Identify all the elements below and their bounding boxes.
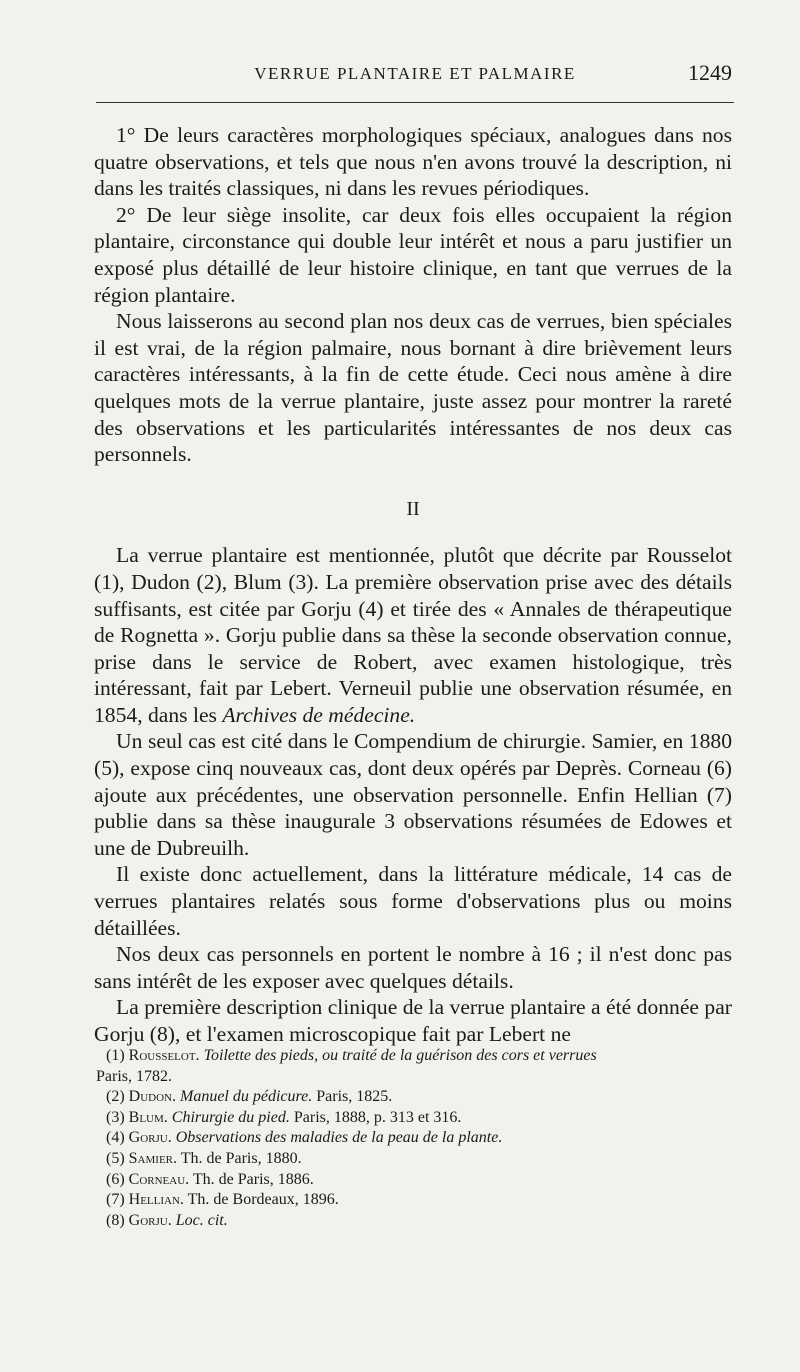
footnote-title: Observations des maladies de la peau de la plante.: [175, 1129, 503, 1147]
paragraph-7: Nos deux cas personnels en portent le nombre à 16 ; il n'est donc pas sans intérêt de les exposer avec quelques détails.: [94, 942, 732, 993]
footnote-author: Blum.: [128, 1108, 168, 1126]
footnote-details: Th. de Bordeaux, 1896.: [187, 1191, 339, 1209]
footnote-number: (3): [106, 1108, 125, 1126]
paragraph-3: Nous laisserons au second plan nos deux cas de verrues, bien spéciales il est vrai, de la région palmaire, nous bornant à dire brièvement leurs caractères intéressants, à la fin de cette étude. Ceci nous amène à dire quelques mots de la verrue plantaire, juste assez pour montrer la rareté des observations et les particularités intéressantes de nos deux cas personnels.: [94, 309, 732, 467]
footnote: [106, 1149, 742, 1170]
footnote: [106, 1128, 742, 1149]
journal-title: Archives de médecine.: [222, 702, 416, 727]
footnote-number: (8): [106, 1211, 125, 1229]
footnote-title: Loc. cit.: [175, 1211, 228, 1229]
footnote-author: Rousselot.: [128, 1047, 200, 1064]
body-text: [94, 122, 732, 1048]
footnote-details: Paris, 1888, p. 313 et 316.: [293, 1108, 462, 1126]
footnotes: [96, 1046, 742, 1231]
footnote: [106, 1087, 742, 1108]
footnote-number: (1): [106, 1047, 125, 1064]
footnote-author: Dudon.: [128, 1088, 176, 1106]
paragraph-2: 2° De leur siège insolite, car deux fois elles occupaient la région plantaire, circonstance qui double leur intérêt et nous a paru justifier un exposé plus détaillé de leur histoire clinique, en tant que verrues de la région plantaire.: [94, 202, 732, 307]
footnote-title: Manuel du pédicure.: [180, 1088, 313, 1106]
footnote-author: Corneau.: [128, 1170, 190, 1188]
footnote-author: Samier.: [128, 1149, 177, 1167]
footnote-number: (2): [106, 1088, 125, 1106]
footnote-author: Gorju.: [128, 1211, 172, 1229]
footnote: [106, 1108, 742, 1129]
footnote: [106, 1046, 742, 1067]
page-header: [96, 60, 734, 92]
footnote-number: (7): [106, 1191, 125, 1209]
footnote-number: (5): [106, 1149, 125, 1167]
running-title: VERRUE PLANTAIRE ET PALMAIRE: [254, 64, 576, 83]
paragraph-4: [94, 542, 732, 728]
footnote-author: Gorju.: [128, 1129, 172, 1147]
footnote: [106, 1170, 742, 1191]
footnote-author: Hellian.: [128, 1191, 184, 1209]
paragraph-5: Un seul cas est cité dans le Compendium de chirurgie. Samier, en 1880 (5), expose cinq nouveaux cas, dont deux opérés par Deprès. Corneau (6) ajoute aux précédentes, une observation personnelle. Enfin Hellian (7) publie dans sa thèse inaugurale 3 observations résumées de Edowes et une de Dubreuilh.: [94, 729, 732, 860]
footnote-title: Toilette des pieds, ou traité de la guérison des cors et verrues: [203, 1047, 597, 1064]
footnote-number: (4): [106, 1129, 125, 1147]
section-heading: II: [406, 497, 420, 520]
paragraph-4-text: La verrue plantaire est mentionnée, plutôt que décrite par Rousselot (1), Dudon (2), Blum (3). La première observation prise avec des détails suffisants, est citée par Gorju (4) et tirée des « Annales de thérapeutique de Rognetta ». Gorju publie dans sa thèse la seconde observation connue, prise dans le service de Robert, avec examen histologique, très intéressant, fait par Lebert. Verneuil publie une observation résumée, en 1854, dans les: [94, 543, 732, 727]
footnote-details: Paris, 1825.: [316, 1088, 393, 1106]
paragraph-6: Il existe donc actuellement, dans la littérature médicale, 14 cas de verrues plantaires relatés sous forme d'observations plus ou moins détaillées.: [94, 862, 732, 940]
paragraph-8: La première description clinique de la verrue plantaire a été donnée par Gorju (8), et l'examen microscopique fait par Lebert ne: [94, 995, 732, 1046]
footnote: [106, 1211, 742, 1232]
footnote-number: (6): [106, 1170, 125, 1188]
paragraph-1: 1° De leurs caractères morphologiques spéciaux, analogues dans nos quatre observations, et tels que nous n'en avons trouvé la description, ni dans les traités classiques, ni dans les revues périodiques.: [94, 123, 732, 201]
footnote-details: Th. de Paris, 1880.: [180, 1149, 302, 1167]
footnote-continuation: Paris, 1782.: [96, 1067, 172, 1085]
page-number: 1249: [688, 60, 732, 85]
footnote-title: Chirurgie du pied.: [171, 1108, 290, 1126]
footnote: [106, 1190, 742, 1211]
header-rule: [96, 102, 734, 103]
footnote-details: Th. de Paris, 1886.: [192, 1170, 314, 1188]
